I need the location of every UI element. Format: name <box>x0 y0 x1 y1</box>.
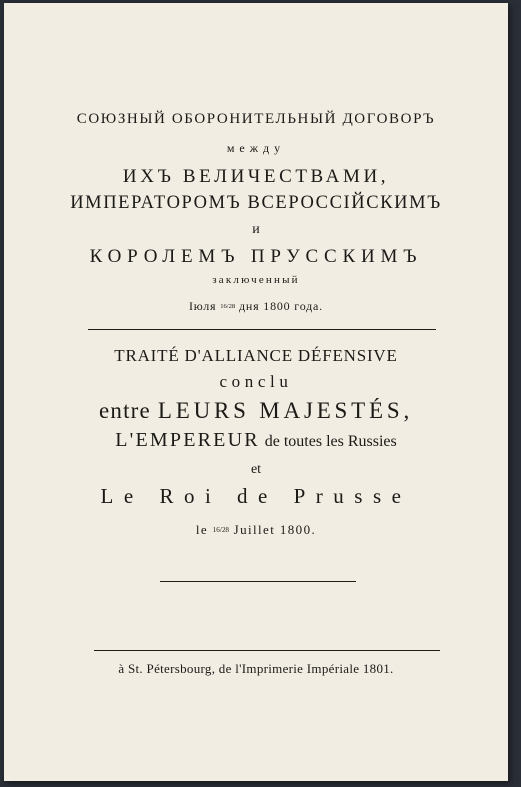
document-page <box>4 3 508 781</box>
french-and-word: et <box>250 462 262 477</box>
russian-king-line: КОРОЛЕМЪ ПРУССКИМЪ <box>89 246 423 267</box>
french-entre-word: entre <box>98 398 151 423</box>
russian-concluded-word: заключенный <box>212 274 300 286</box>
french-emperor-text: EMPEREUR <box>135 429 260 451</box>
french-date-fraction: 16/28 <box>212 525 229 534</box>
russian-between-word: между <box>226 141 286 155</box>
section-divider-rule <box>88 329 436 330</box>
french-majestes-line <box>4 398 508 424</box>
french-emperor-prefix: L' <box>115 429 136 451</box>
french-conclu-word: conclu <box>219 372 293 391</box>
french-date-suffix: Juillet 1800. <box>233 522 317 537</box>
russian-treaty-title: СОЮЗНЫЙ ОБОРОНИТЕЛЬНЫЙ ДОГОВОРЪ <box>76 111 436 127</box>
imprint-rule <box>94 650 440 651</box>
french-emperor-suffix: de toutes les Russies <box>264 433 397 450</box>
russian-emperor-line: ИМПЕРАТОРОМЪ ВСЕРОССІЙСКИМЪ <box>70 193 442 213</box>
french-treaty-title: TRAITÉ D'ALLIANCE DÉFENSIVE <box>114 346 398 365</box>
french-emperor-line <box>4 429 508 452</box>
russian-date-fraction: 16/28 <box>220 302 236 310</box>
french-king-line: Le Roi de Prusse <box>100 484 412 508</box>
french-date-line <box>4 522 508 538</box>
russian-date-suffix: дня 1800 года. <box>239 299 323 313</box>
russian-date-prefix: Іюля <box>189 299 217 313</box>
french-majestes-text: LEURS MAJESTÉS, <box>157 398 413 423</box>
russian-and-word: и <box>252 222 260 237</box>
imprint-line: à St. Pétersbourg, de l'Imprimerie Impériale 1801. <box>118 661 394 676</box>
russian-date-line <box>4 299 508 314</box>
short-ornament-rule <box>160 581 356 582</box>
french-date-prefix: le <box>195 522 209 537</box>
russian-majesties-line: ИХЪ ВЕЛИЧЕСТВАМИ, <box>122 166 390 187</box>
